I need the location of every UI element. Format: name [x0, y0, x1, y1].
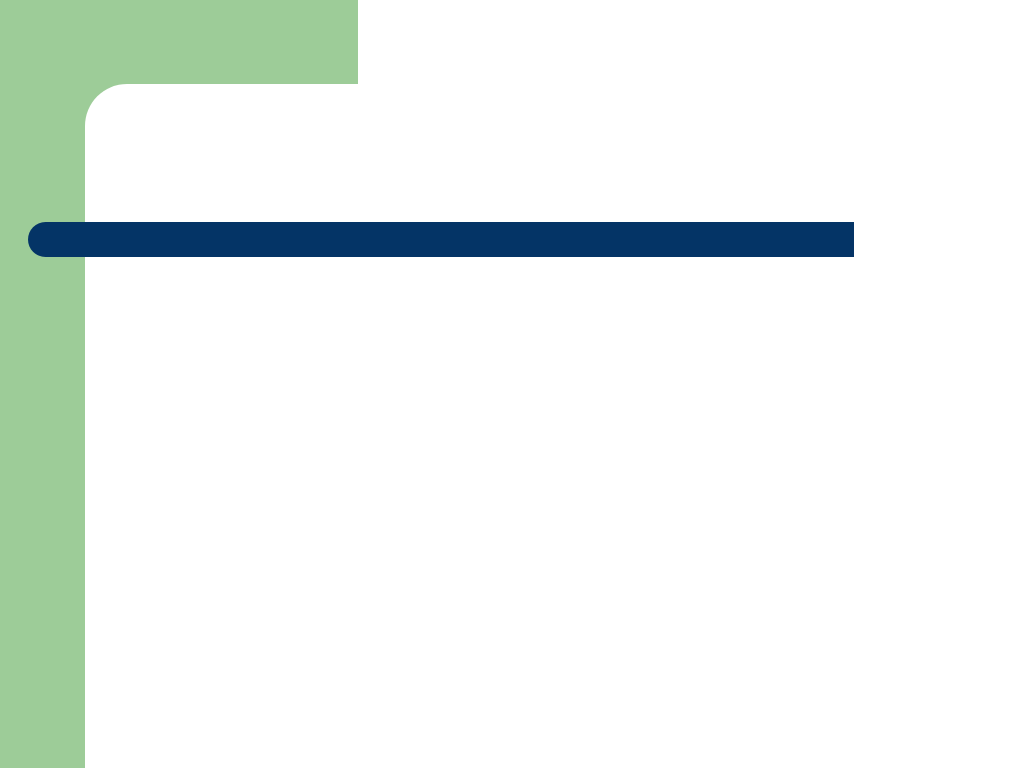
white-content-panel [85, 84, 1024, 768]
title-underline-bar [28, 222, 854, 257]
